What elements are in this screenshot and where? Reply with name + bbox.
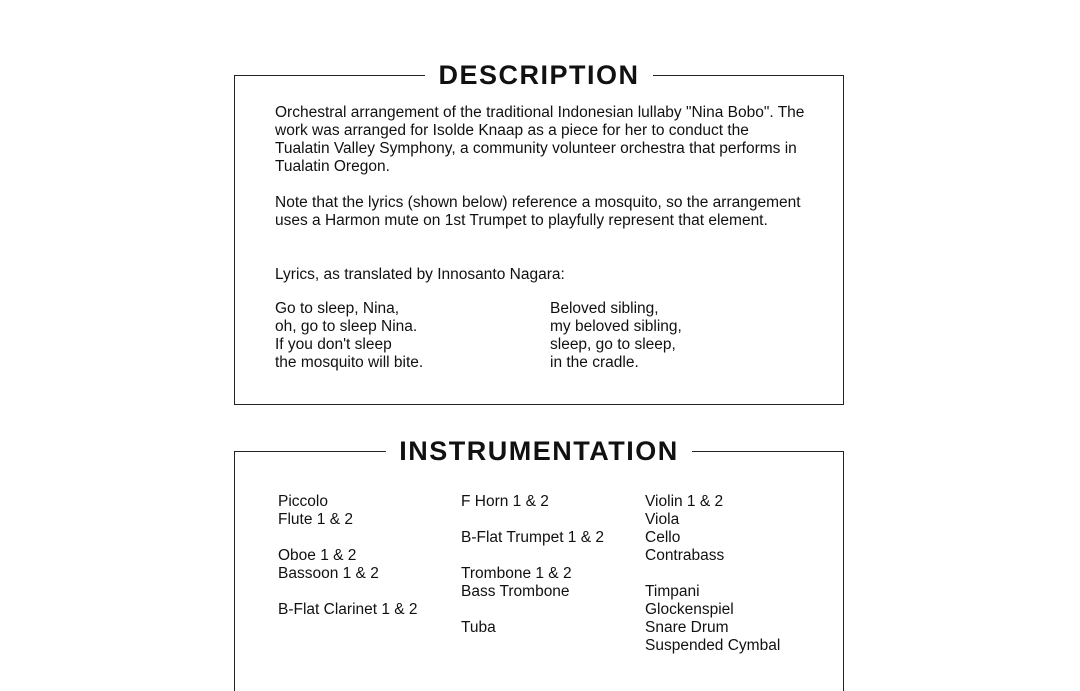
instrument-item: F Horn 1 & 2 [461,493,549,510]
instrument-item: Tuba [461,619,496,636]
instrument-group [461,493,604,511]
lyric-line: in the cradle. [550,354,639,371]
instrument-group [278,493,418,529]
instrument-item: Suspended Cymbal [645,637,781,654]
instrument-item: Trombone 1 & 2 [461,565,572,582]
lyric-line: Go to sleep, Nina, [275,300,400,317]
description-paragraph: Note that the lyrics (shown below) reference a mosquito, so the arrangement uses a Harmon mute on 1st Trumpet to playfully represent that element. [275,194,801,229]
lyric-line: sleep, go to sleep, [550,336,676,353]
lyrics-intro: Lyrics, as translated by Innosanto Nagara: [275,266,565,283]
instrument-item: Piccolo [278,493,328,510]
instrument-item: Viola [645,511,680,528]
instrument-item: Contrabass [645,547,725,564]
lyric-line: If you don't sleep [275,336,392,353]
description-paragraph: Orchestral arrangement of the traditional Indonesian lullaby "Nina Bobo". The work was arranged for Isolde Knaap as a piece for her to conduct the Tualatin Valley Symphony, a community volunteer orchestra that performs in Tualatin Oregon. [275,104,805,175]
instrumentation-heading: INSTRUMENTATION [235,435,843,467]
instrument-item: Snare Drum [645,619,729,636]
instrumentation-panel [234,436,844,691]
instrument-group [278,547,418,583]
instrument-item: B-Flat Trumpet 1 & 2 [461,529,604,546]
lyric-line: oh, go to sleep Nina. [275,318,418,335]
instrument-item: Timpani [645,583,700,600]
instrument-group [645,583,780,655]
description-heading: DESCRIPTION [235,59,843,91]
instrument-group [278,601,418,619]
instrument-item: Cello [645,529,681,546]
instrument-group [461,565,604,601]
instrument-column-woodwinds [278,493,418,637]
instrument-group [461,529,604,547]
description-panel [234,60,844,405]
lyrics-column-left [275,300,423,372]
lyric-line: Beloved sibling, [550,300,659,317]
instrument-item: B-Flat Clarinet 1 & 2 [278,601,418,618]
instrument-column-strings-percussion [645,493,780,673]
instrument-group [461,619,604,637]
lyrics-column-right [550,300,682,372]
instrument-item: Bassoon 1 & 2 [278,565,379,582]
instrument-item: Flute 1 & 2 [278,511,353,528]
instrument-item: Bass Trombone [461,583,570,600]
instrument-item: Violin 1 & 2 [645,493,724,510]
lyric-line: the mosquito will bite. [275,354,424,371]
instrument-item: Oboe 1 & 2 [278,547,357,564]
instrument-column-brass [461,493,604,655]
lyric-line: my beloved sibling, [550,318,682,335]
instrument-group [645,493,780,565]
instrument-item: Glockenspiel [645,601,734,618]
